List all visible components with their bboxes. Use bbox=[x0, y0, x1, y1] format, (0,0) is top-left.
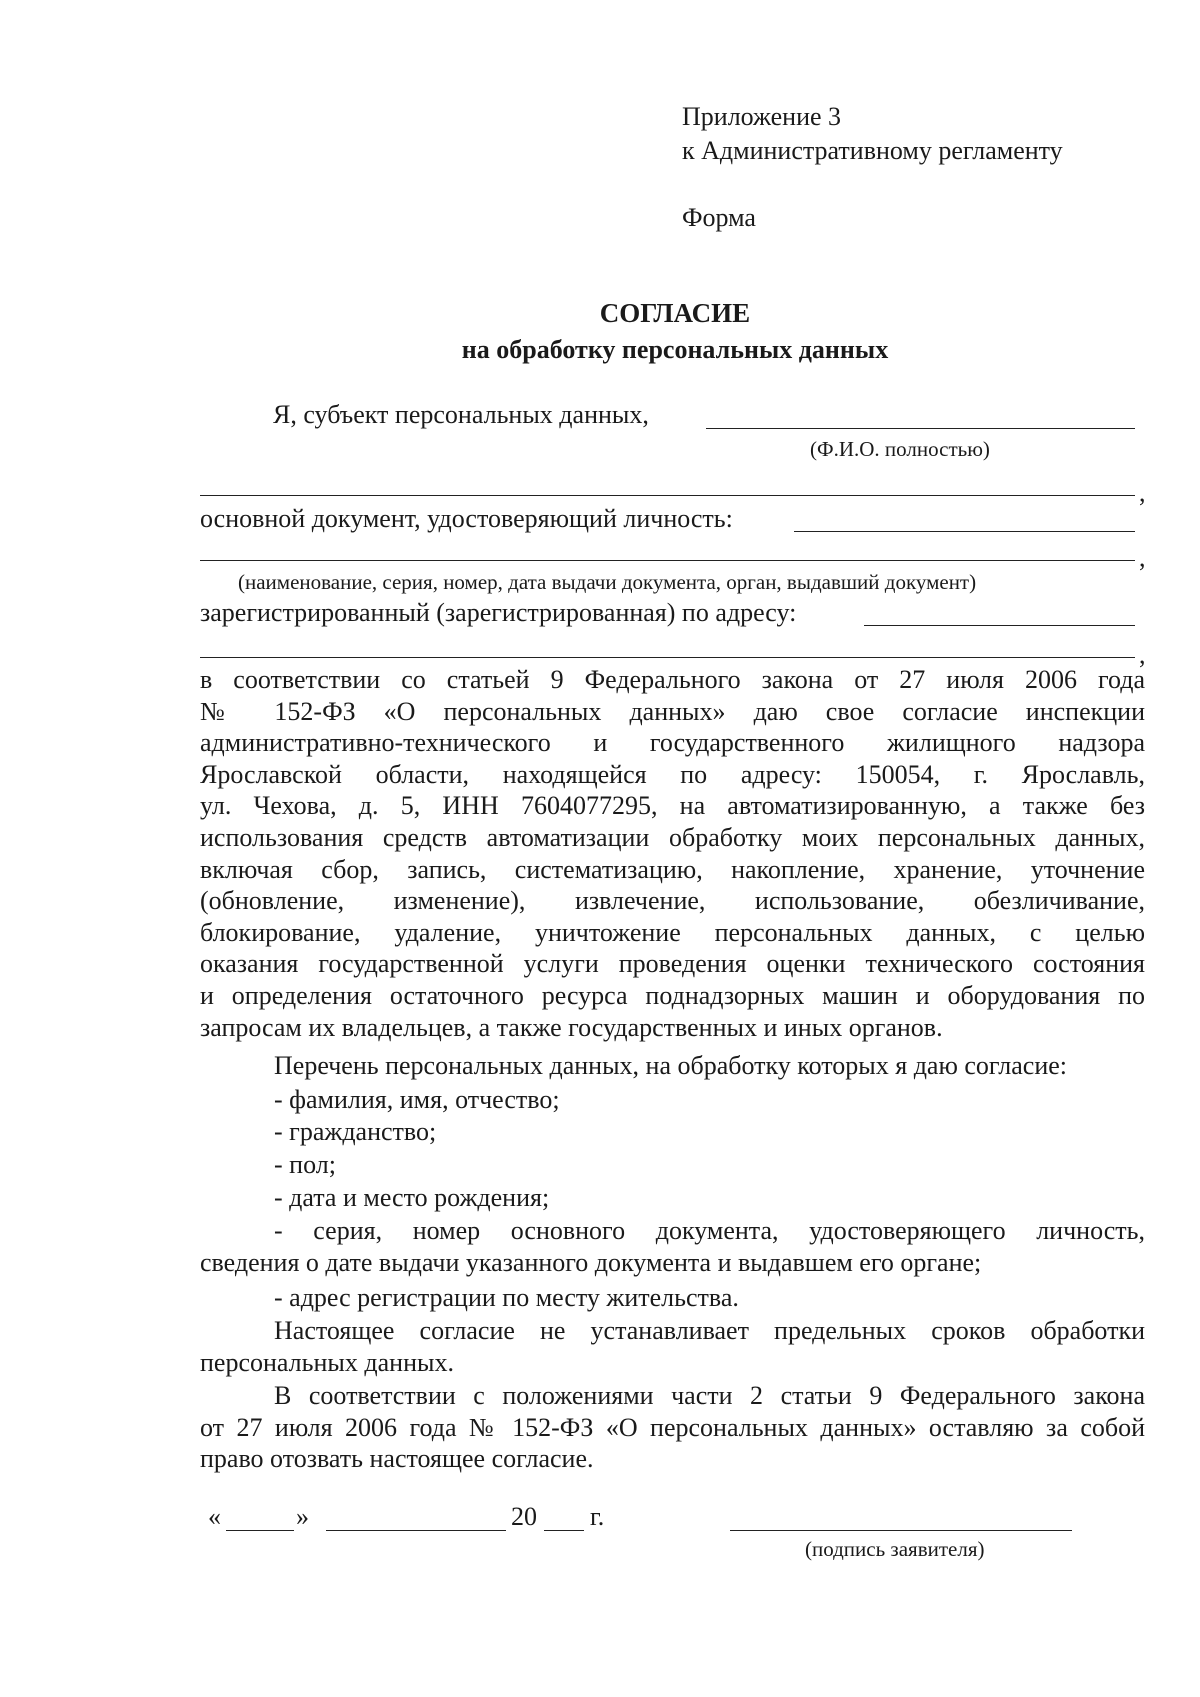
list-intro: Перечень персональных данных, на обработку которых я даю согласие: bbox=[274, 1051, 1068, 1080]
paragraph-line: № 152-ФЗ «О персональных данных» даю свое согласие инспекции bbox=[200, 696, 1145, 726]
date-quote-open: « bbox=[208, 1502, 221, 1531]
paragraph-line: (обновление, изменение), извлечение, использование, обезличивание, bbox=[200, 886, 1145, 916]
paragraph-line: право отозвать настоящее согласие. bbox=[200, 1444, 594, 1474]
year-suffix: г. bbox=[590, 1502, 605, 1531]
list-item: - пол; bbox=[274, 1150, 336, 1179]
form-label: Форма bbox=[682, 203, 756, 232]
paragraph-line: от 27 июля 2006 года № 152-ФЗ «О персональных данных» оставляю за собой bbox=[200, 1412, 1145, 1442]
date-quote-close: » bbox=[296, 1502, 309, 1531]
document-hint: (наименование, серия, номер, дата выдачи документа, орган, выдавший документ) bbox=[238, 570, 977, 594]
document-input-line[interactable] bbox=[794, 531, 1135, 532]
address-label: зарегистрированный (зарегистрированная) по адресу: bbox=[200, 598, 797, 627]
paragraph-line: оказания государственной услуги проведения оценки технического состояния bbox=[200, 949, 1145, 979]
paragraph-line: в соответствии со статьей 9 Федерального закона от 27 июля 2006 года bbox=[200, 665, 1145, 694]
fio-hint: (Ф.И.О. полностью) bbox=[810, 437, 990, 461]
signature-hint: (подпись заявителя) bbox=[805, 1537, 985, 1561]
address-input-line[interactable] bbox=[864, 625, 1135, 626]
year-input-line[interactable] bbox=[544, 1530, 584, 1531]
paragraph-line: персональных данных. bbox=[200, 1347, 454, 1377]
paragraph-line: - серия, номер основного документа, удостоверяющего личность, bbox=[274, 1216, 1145, 1245]
day-input-line[interactable] bbox=[226, 1530, 294, 1531]
paragraph-line: запросам их владельцев, а также государственных и иных органов. bbox=[200, 1012, 943, 1042]
document-title: СОГЛАСИЕ bbox=[599, 298, 751, 328]
revocation-paragraph bbox=[200, 1380, 1145, 1475]
paragraph-line: сведения о дате выдачи указанного документа и выдавшем его органе; bbox=[200, 1247, 982, 1277]
paragraph-line: Настоящее согласие не устанавливает предельных сроков обработки bbox=[274, 1316, 1145, 1345]
paragraph-line: блокирование, удаление, уничтожение персональных данных, с целью bbox=[200, 917, 1145, 947]
subject-label: Я, субъект персональных данных, bbox=[273, 400, 649, 429]
paragraph-line: В соответствии с положениями части 2 статьи 9 Федерального закона bbox=[274, 1381, 1145, 1410]
list-item-document bbox=[200, 1215, 1145, 1278]
paragraph-line: использования средств автоматизации обработку моих персональных данных, bbox=[200, 822, 1145, 852]
list-item: - фамилия, имя, отчество; bbox=[274, 1085, 560, 1114]
list-item: - гражданство; bbox=[274, 1117, 437, 1146]
list-item: - адрес регистрации по месту жительства. bbox=[274, 1283, 739, 1312]
paragraph-line: ул. Чехова, д. 5, ИНН 7604077295, на автоматизированную, а также без bbox=[200, 791, 1145, 821]
consent-paragraph bbox=[200, 664, 1145, 1043]
fio-input-line[interactable] bbox=[706, 428, 1135, 429]
paragraph-line: Ярославской области, находящейся по адресу: 150054, г. Ярославль, bbox=[200, 759, 1145, 789]
term-paragraph bbox=[200, 1315, 1145, 1378]
paragraph-line: и определения остаточного ресурса поднадзорных машин и оборудования по bbox=[200, 980, 1145, 1010]
paragraph-line: административно-технического и государственного жилищного надзора bbox=[200, 728, 1145, 758]
document-subtitle: на обработку персональных данных bbox=[461, 335, 889, 364]
fio-continuation-line[interactable] bbox=[200, 495, 1135, 496]
paragraph-line: включая сбор, запись, систематизацию, накопление, хранение, уточнение bbox=[200, 854, 1145, 884]
appendix-number: Приложение 3 bbox=[682, 102, 842, 131]
comma: , bbox=[1139, 478, 1146, 507]
year-century: 20 bbox=[511, 1502, 537, 1531]
comma: , bbox=[1139, 543, 1146, 572]
document-continuation-line[interactable] bbox=[200, 560, 1135, 561]
regulation-reference: к Административному регламенту bbox=[682, 136, 1063, 165]
document-label: основной документ, удостоверяющий личность: bbox=[200, 504, 733, 533]
month-input-line[interactable] bbox=[326, 1530, 506, 1531]
address-continuation-line[interactable] bbox=[200, 657, 1135, 658]
signature-input-line[interactable] bbox=[730, 1530, 1072, 1531]
list-item: - дата и место рождения; bbox=[274, 1183, 550, 1212]
comma: , bbox=[1139, 640, 1146, 669]
